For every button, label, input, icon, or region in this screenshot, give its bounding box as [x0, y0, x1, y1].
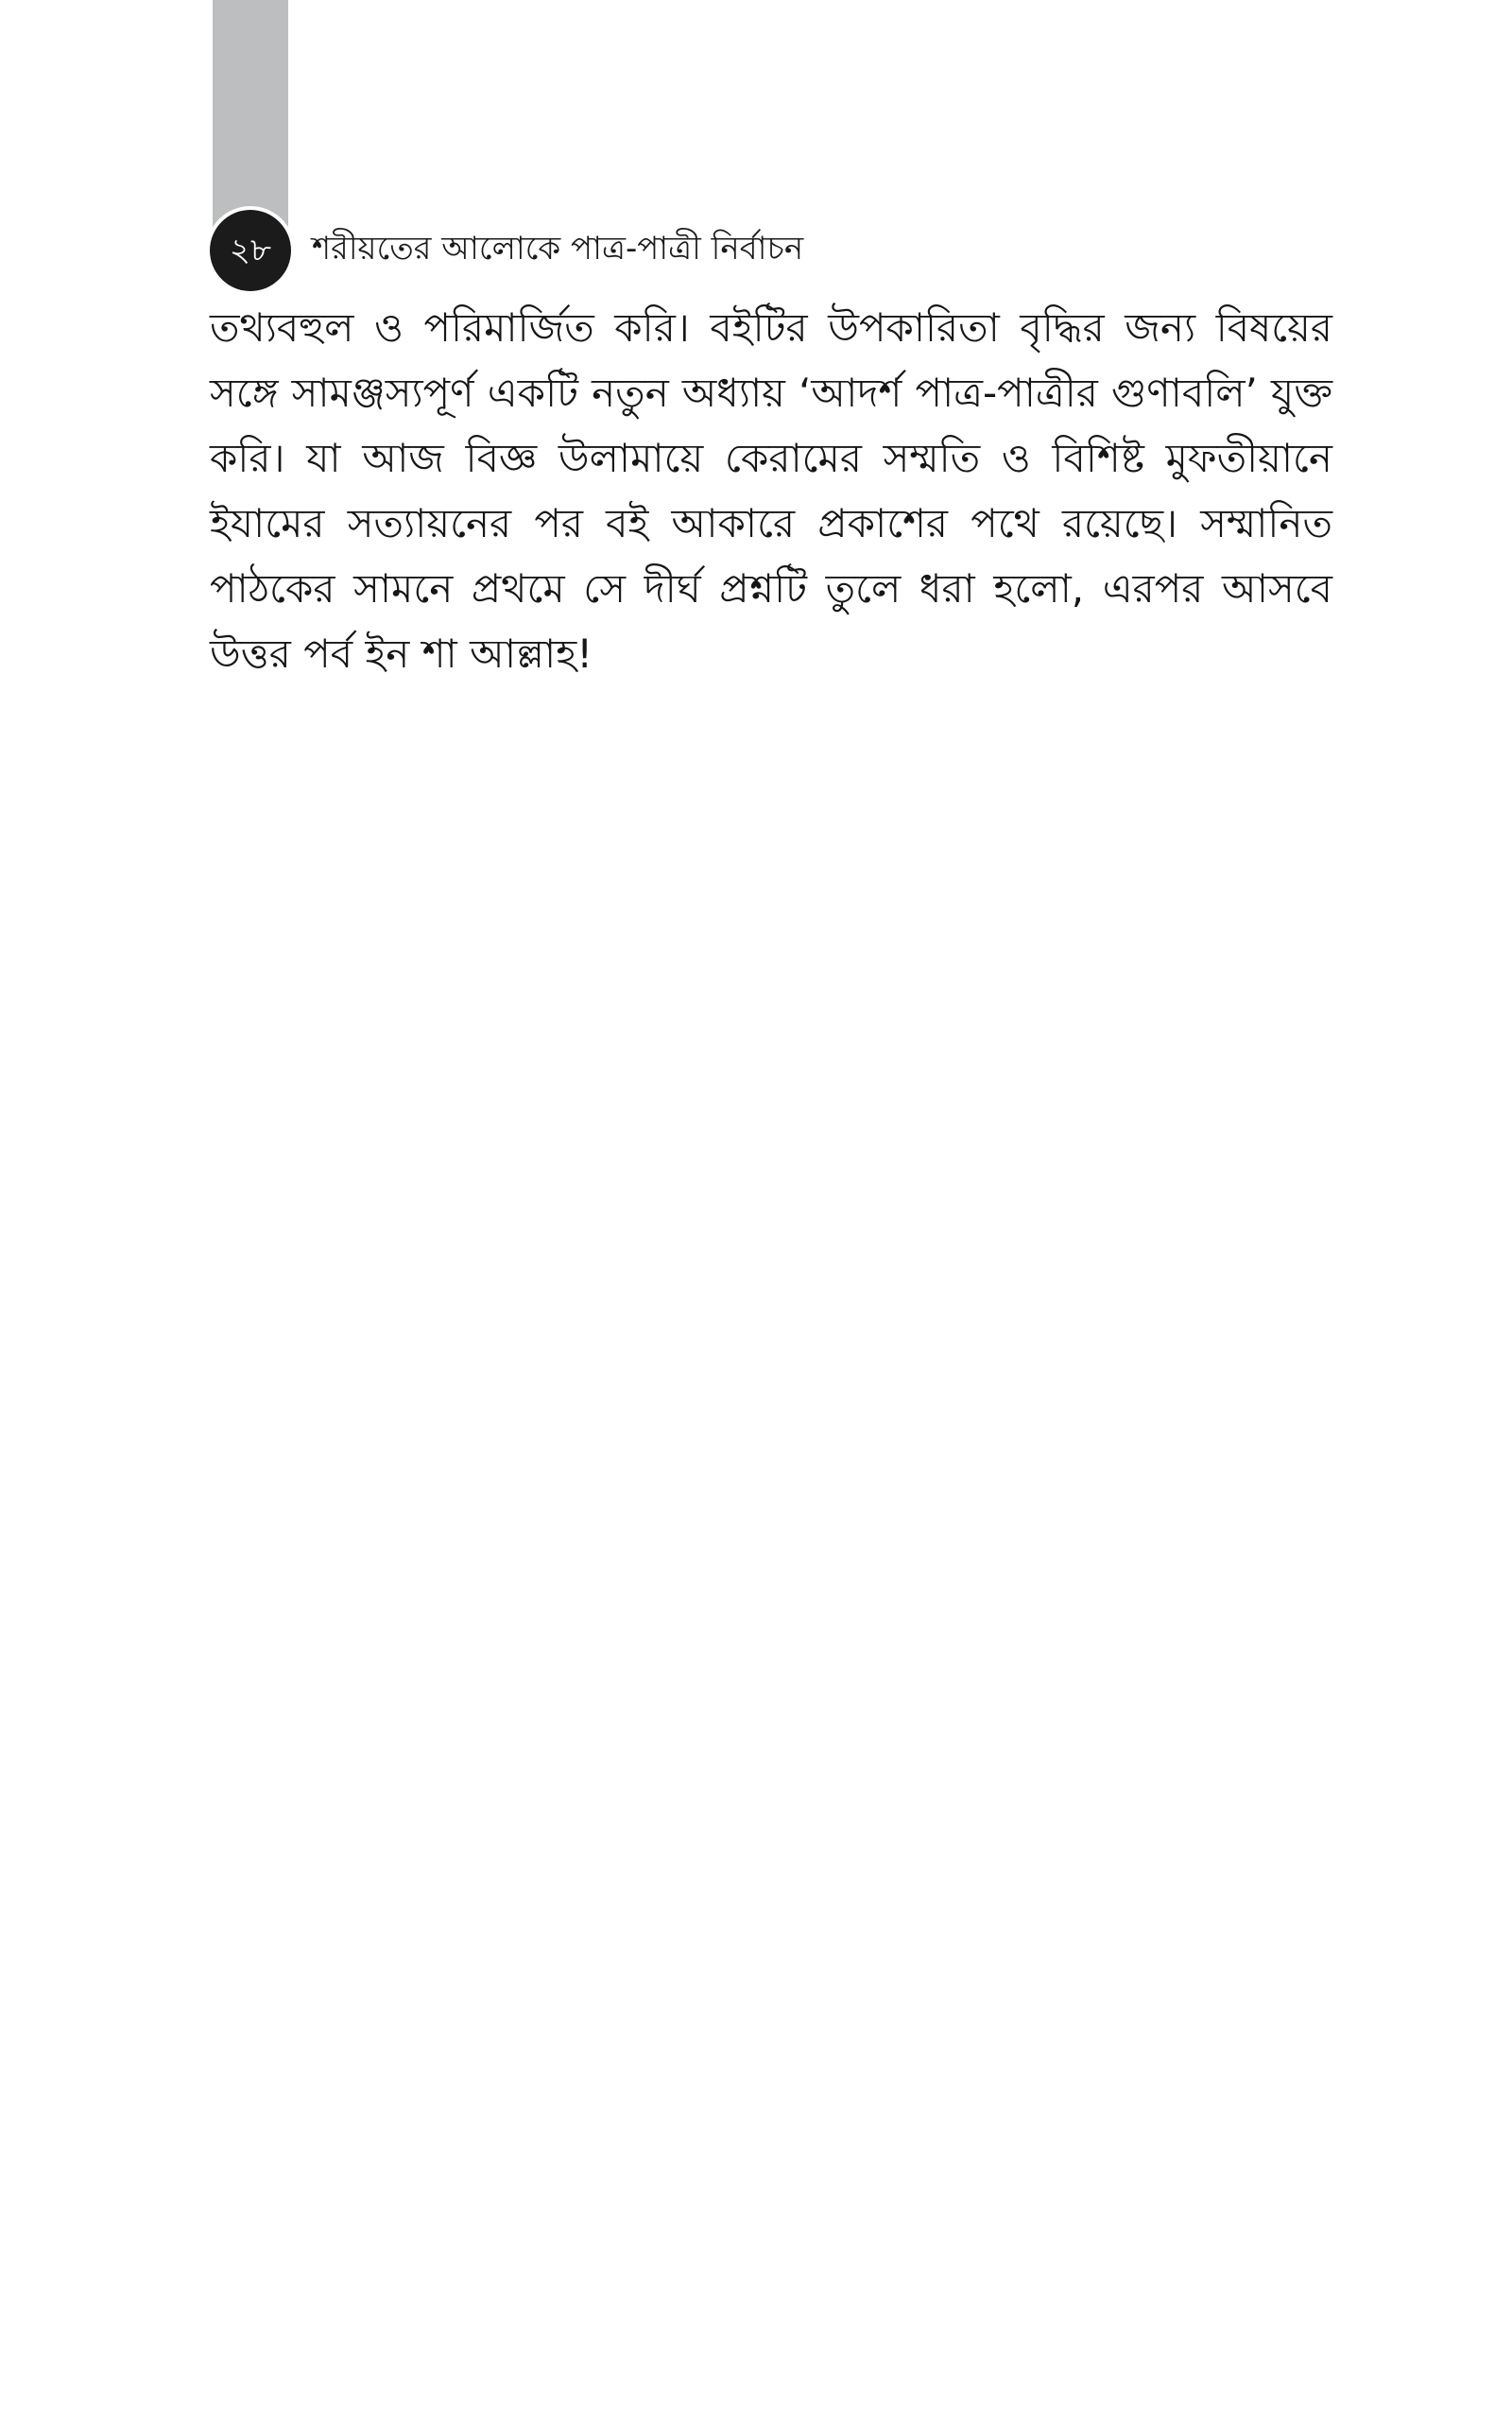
body-paragraph: তথ্যবহুল ও পরিমার্জিত করি। বইটির উপকারিতা বৃদ্ধির জন্য বিষয়ের সঙ্গে সামঞ্জস্যপূর্ণ একটি নতুন অধ্যায় ‘আদর্শ পাত্র-পাত্রীর গুণাবলি’ যুক্ত করি। যা আজ বিজ্ঞ উলামায়ে কেরামের সম্মতি ও বিশিষ্ট মুফতীয়ানে ইযামের সত্যায়নের পর বই আকারে প্রকাশের পথে রয়েছে। সম্মানিত পাঠকের সামনে প্রথমে সে দীর্ঘ প্রশ্নটি তুলে ধরা হলো, এরপর আসবে উত্তর পর্ব ইন শা আল্লাহ! [210, 304, 1332, 677]
running-header: শরীয়তের আলোকে পাত্র-পাত্রী নির্বাচন [312, 230, 804, 268]
page-number-badge: ২৮ [210, 210, 291, 291]
